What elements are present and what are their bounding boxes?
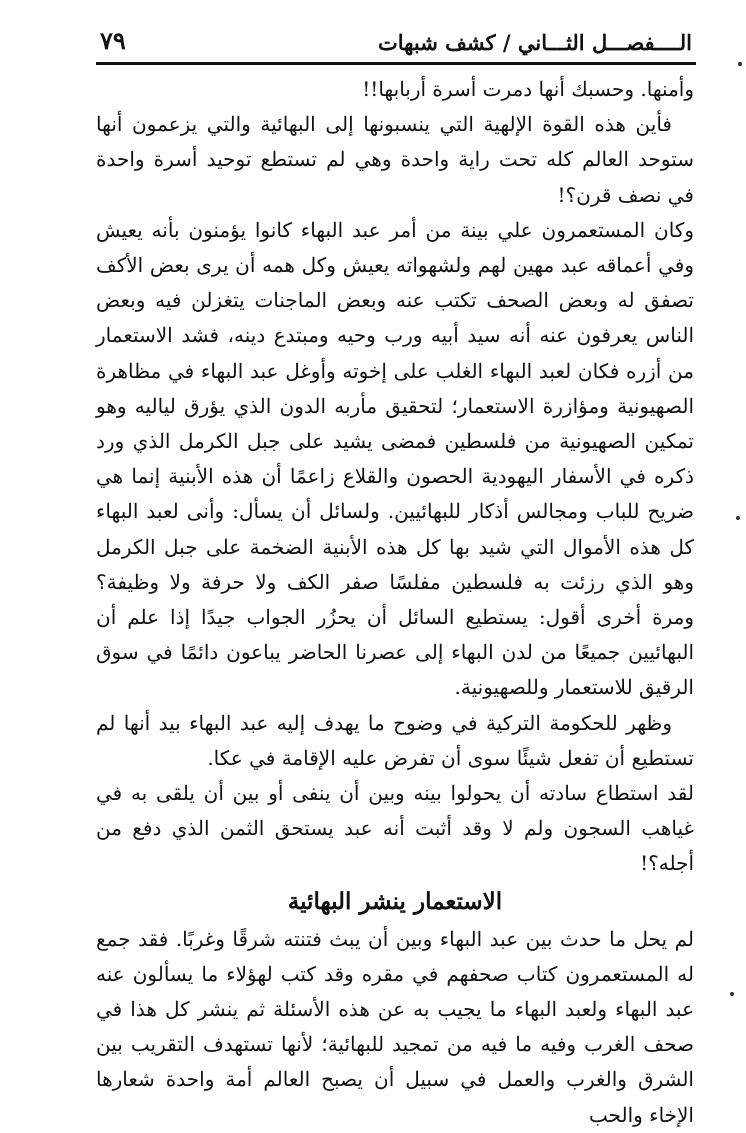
scan-mark <box>730 992 734 996</box>
paragraph: لم يحل ما حدث بين عبد البهاء وبين أن يبث فتنته شرقًا وغربًا. فقد جمع له المستعمرون كتاب صحفهم في مقره وقد كتب لهؤلاء ما يسألون عنه عبد البهاء ولعبد البهاء ما يجيب به عن هذه الأسئلة ثم ينشر كل هذا في صحف الغرب وفيه ما فيه من تمجيد للبهائية؛ لأنها تستهدف التقريب بين الشرق والغرب والعمل في سبيل أن يصبح العالم أمة واحدة شعارها الإخاء والحب <box>96 926 694 1127</box>
section-heading: الاستعمار ينشر البهائية <box>287 887 503 915</box>
chapter-title: الــــفصـــل الثـــاني / كشف شبهات <box>378 30 692 55</box>
scan-mark <box>738 62 742 66</box>
paragraph: وأمنها. وحسبك أنها دمرت أسرة أربابها!! <box>362 77 694 101</box>
paragraph: لقد استطاع سادته أن يحولوا بينه وبين أن ينفى أو بين أن يلقى به في غياهب السجون ولم لا وقد أثبت أنه عبد يستحق الثمن الذي دفع من أجله؟! <box>96 781 694 876</box>
running-header <box>96 22 696 62</box>
body-text <box>96 72 694 1133</box>
paragraph: وظهر للحكومة التركية في وضوح ما يهدف إليه عبد البهاء بيد أنها لم تستطيع أن تفعل شيئًا سوى أن تفرض عليه الإقامة في عكا. <box>96 710 694 770</box>
scan-mark <box>736 516 740 520</box>
paragraph: وكان المستعمرون علي بينة من أمر عبد البهاء كانوا يؤمنون بأنه يعيش وفي أعماقه عبد مهين لهم ولشهواته يعيش وكل همه أن يرى بعض الأكف تصفق له وبعض الصحف تكتب عنه وبعض الماجنات يتغزلن فيه وبعض الناس يعرفون عنه أنه سيد أبيه ورب وحيه ومبتدع دينه، فشد الاستعمار من أزره فكان لعبد البهاء الغلب على إخوته وأوغل عبد البهاء في مظاهرة الصهيونية ومؤازرة الاستعمار؛ لتحقيق مأربه الدون الذي يؤرق لياليه وهو تمكين الصهيونية من فلسطين فمضى يشيد على جبل الكرمل الذي ورد ذكره في الأسفار اليهودية الحصون والقلاع زاعمًا أن هذه الأبنية إنما هي ضريح للباب ومجالس أذكار للبهائيين. ولسائل أن يسأل: وأنى لعبد البهاء كل هذه الأموال التي شيد بها كل هذه الأبنية الضخمة على جبل الكرمل وهو الذي رزئت به فلسطين مفلسًا صفر الكف ولا حرفة ولا وظيفة؟ ومرة أخرى أقول: يستطيع السائل أن يحزُر الجواب جيدًا إذا علم أن البهائيين جميعًا من لدن البهاء إلى عصرنا الحاضر يباعون دائمًا في سوق الرقيق للاستعمار وللصهيونية. <box>96 217 694 700</box>
page-number: ٧٩ <box>100 26 126 55</box>
header-divider <box>96 62 696 65</box>
paragraph: فأين هذه القوة الإلهية التي ينسبونها إلى البهائية والتي يزعمون أنها ستوحد العالم كله تحت راية واحدة وهي لم تستطع توحيد أسرة واحدة في نصف قرن؟! <box>96 112 694 207</box>
